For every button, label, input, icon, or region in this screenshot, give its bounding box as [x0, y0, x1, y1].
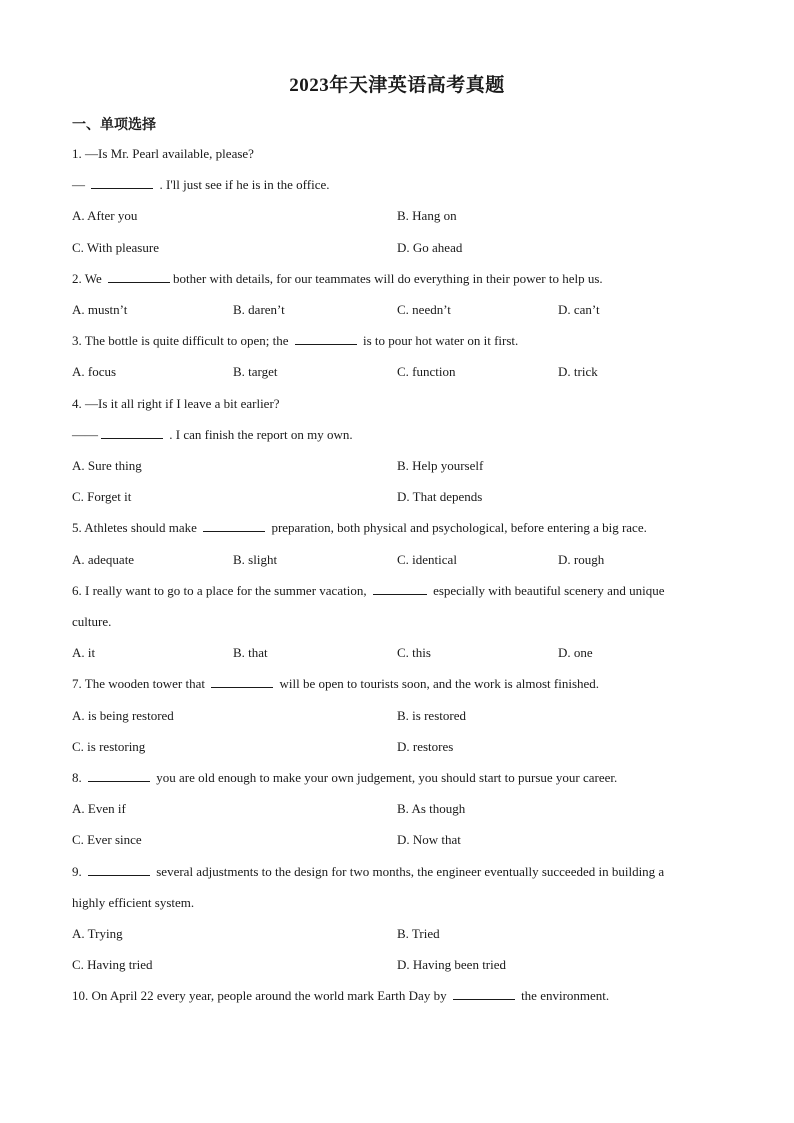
question-1-option-b: B. Hang on [397, 208, 457, 223]
question-2-option-a: A. mustn’t [72, 302, 128, 317]
question-6-option-c: C. this [397, 645, 431, 660]
question-7-option-a: A. is being restored [72, 708, 174, 723]
answer-blank[interactable] [101, 427, 163, 439]
question-4-option-a: A. Sure thing [72, 458, 142, 473]
question-4-response: —— . I can finish the report on my own. [72, 427, 353, 442]
page-title: 2023年天津英语高考真题 [289, 75, 505, 96]
question-4-option-d: D. That depends [397, 489, 483, 504]
answer-blank[interactable] [453, 988, 515, 1000]
question-3-stem: 3. The bottle is quite difficult to open; the is to pour hot water on it first. [72, 333, 519, 348]
question-9-stem-continued: highly efficient system. [72, 895, 195, 910]
question-2-option-c: C. needn’t [397, 302, 451, 317]
question-8-option-c: C. Ever since [72, 832, 142, 847]
question-7-option-c: C. is restoring [72, 739, 146, 754]
question-5-option-c: C. identical [397, 552, 457, 567]
answer-blank[interactable] [373, 583, 427, 595]
question-9-option-d: D. Having been tried [397, 957, 507, 972]
question-3-option-c: C. function [397, 364, 456, 379]
question-1-option-a: A. After you [72, 208, 138, 223]
answer-blank[interactable] [211, 676, 273, 688]
question-8-option-b: B. As though [397, 801, 466, 816]
question-1-option-c: C. With pleasure [72, 240, 159, 255]
question-1-option-d: D. Go ahead [397, 240, 463, 255]
answer-blank[interactable] [88, 770, 150, 782]
question-6-option-b: B. that [233, 645, 268, 660]
question-3-option-d: D. trick [558, 364, 598, 379]
question-9-stem: 9. several adjustments to the design for two months, the engineer eventually succeeded in building a [72, 864, 665, 879]
question-9-option-c: C. Having tried [72, 957, 153, 972]
question-6-option-a: A. it [72, 645, 96, 660]
section-heading: 一、单项选择 [72, 118, 156, 133]
question-6-option-d: D. one [558, 645, 593, 660]
answer-blank[interactable] [295, 333, 357, 345]
question-9-option-a: A. Trying [72, 926, 123, 941]
question-1-response: — . I'll just see if he is in the office. [72, 177, 330, 192]
question-8-stem: 8. you are old enough to make your own judgement, you should start to pursue your career. [72, 770, 618, 785]
question-5-option-a: A. adequate [72, 552, 135, 567]
question-6-stem: 6. I really want to go to a place for the summer vacation, especially with beautiful scenery and unique [72, 583, 665, 598]
question-4-option-b: B. Help yourself [397, 458, 484, 473]
question-10-stem: 10. On April 22 every year, people around the world mark Earth Day by the environment. [72, 988, 610, 1003]
question-7-option-b: B. is restored [397, 708, 466, 723]
question-8-option-a: A. Even if [72, 801, 126, 816]
answer-blank[interactable] [88, 864, 150, 876]
answer-blank[interactable] [91, 177, 153, 189]
question-5-option-b: B. slight [233, 552, 278, 567]
question-3-option-b: B. target [233, 364, 278, 379]
question-7-option-d: D. restores [397, 739, 454, 754]
question-4-option-c: C. Forget it [72, 489, 132, 504]
question-9-option-b: B. Tried [397, 926, 440, 941]
question-4-stem: 4. —Is it all right if I leave a bit earlier? [72, 396, 280, 411]
question-3-option-a: A. focus [72, 364, 117, 379]
question-2-option-d: D. can’t [558, 302, 600, 317]
question-2-stem: 2. We bother with details, for our teammates will do everything in their power to help us. [72, 271, 603, 286]
question-5-option-d: D. rough [558, 552, 605, 567]
question-2-option-b: B. daren’t [233, 302, 285, 317]
question-7-stem: 7. The wooden tower that will be open to tourists soon, and the work is almost finished. [72, 676, 600, 691]
answer-blank[interactable] [108, 271, 170, 283]
question-5-stem: 5. Athletes should make preparation, both physical and psychological, before entering a big race. [72, 520, 647, 535]
question-6-stem-continued: culture. [72, 614, 112, 629]
question-1-stem: 1. —Is Mr. Pearl available, please? [72, 146, 254, 161]
question-8-option-d: D. Now that [397, 832, 461, 847]
answer-blank[interactable] [203, 520, 265, 532]
